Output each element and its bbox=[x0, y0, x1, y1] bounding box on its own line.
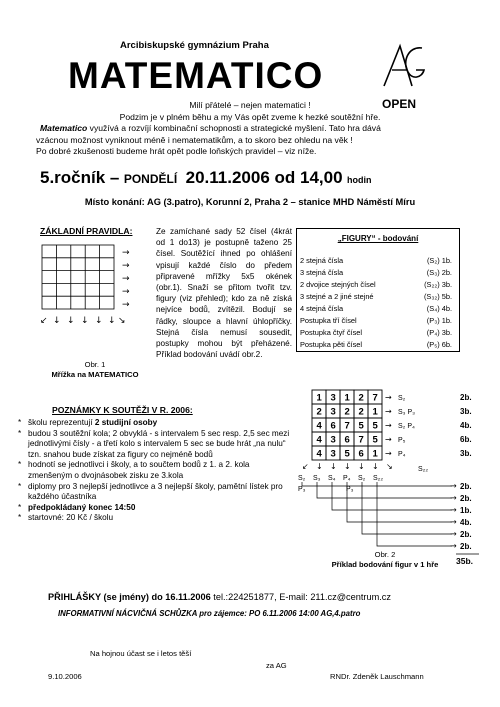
intro-line: Po dobré zkušenosti budeme hrát opět podle loňských pravidel – viz níže. bbox=[36, 146, 317, 157]
svg-text:→: → bbox=[122, 300, 130, 310]
column-label: S₄ bbox=[328, 475, 336, 482]
intro-line: Podzim je v plném běhu a my Vás opět zveme k hezké soutěžní hře. bbox=[119, 111, 381, 122]
column-arrow: ↓ bbox=[316, 462, 323, 471]
grid-number: 1 bbox=[372, 448, 378, 460]
svg-text:↓: ↓ bbox=[108, 316, 116, 326]
list-item: * hodnotí se jednotlivci i školy, a to součtem bodů z 1. a 2. kola zmenšeným o dvojnásobek zisku ze 3.kola bbox=[18, 460, 250, 480]
grid-number: 5 bbox=[358, 420, 364, 432]
basic-rules-title: ZÁKLADNÍ PRAVIDLA: bbox=[40, 226, 133, 236]
column-points: 1b. bbox=[460, 506, 472, 515]
info-meeting: INFORMATIVNÍ NÁCVIČNÁ SCHŮZKA pro zájemce: PO 6.11.2006 14:00 AG,4.patro bbox=[58, 609, 361, 618]
svg-text:↓: ↓ bbox=[95, 316, 103, 326]
school-name: Arcibiskupské gymnázium Praha bbox=[120, 40, 269, 51]
grid-number: 5 bbox=[372, 420, 378, 432]
figure-row: 3 stejná čísla (S₃) 2b. bbox=[300, 268, 452, 277]
grid-diagram bbox=[40, 243, 152, 331]
grid-number: 7 bbox=[358, 434, 364, 446]
column-label: S₂ bbox=[298, 475, 306, 482]
grid-number: 6 bbox=[344, 434, 350, 446]
row-label: S₂ P₄ bbox=[398, 423, 415, 430]
grid-number: 3 bbox=[330, 448, 336, 460]
svg-text:→: → bbox=[122, 287, 130, 297]
figure-row: 2 dvojice stejných čísel (S₂₂) 3b. bbox=[300, 280, 452, 289]
figure-2-caption: Obr. 2 Příklad bodování figur v 1 hře bbox=[331, 550, 439, 569]
grid-number: 2 bbox=[358, 392, 364, 404]
leader-line bbox=[317, 482, 452, 498]
grid-number: 3 bbox=[330, 434, 336, 446]
leader-arrow: → bbox=[450, 529, 457, 539]
grid-number: 7 bbox=[344, 420, 350, 432]
leader-arrow: → bbox=[450, 481, 457, 491]
notes-title: POZNÁMKY K SOUTĚŽI V R. 2006: bbox=[52, 405, 193, 415]
leader-line bbox=[362, 482, 452, 534]
grid-number: 4 bbox=[316, 448, 322, 460]
svg-text:↙: ↙ bbox=[40, 316, 48, 326]
intro-greeting: Milí přátelé – nejen matematici ! bbox=[189, 100, 311, 110]
figure-row: 3 stejné a 2 jiné stejné (S₃₂) 5b. bbox=[300, 292, 452, 301]
figure-row: Postupka tří čísel (P₃) 1b. bbox=[300, 316, 452, 325]
registration-line: PŘIHLÁŠKY (se jmény) do 16.11.2006 tel.:224251877, E-mail: 211.cz@centrum.cz bbox=[48, 592, 391, 602]
grid-number: 6 bbox=[358, 448, 364, 460]
grid-number: 5 bbox=[344, 448, 350, 460]
column-points: 4b. bbox=[460, 518, 472, 527]
row-arrow: → bbox=[385, 421, 392, 430]
column-points: 2b. bbox=[460, 494, 472, 503]
footer-greeting: Na hojnou účast se i letos těší bbox=[90, 649, 192, 658]
svg-text:→: → bbox=[122, 274, 130, 284]
grid-number: 3 bbox=[330, 392, 336, 404]
row-label: S₃ P₃ bbox=[398, 409, 415, 416]
column-label: S₂ bbox=[358, 475, 366, 482]
svg-text:↓: ↓ bbox=[53, 316, 61, 326]
svg-text:→: → bbox=[122, 248, 130, 258]
row-label: P₄ bbox=[398, 451, 406, 458]
row-arrow: → bbox=[385, 435, 392, 444]
row-points: 6b. bbox=[460, 435, 472, 444]
column-arrow: ↓ bbox=[344, 462, 351, 471]
column-label: S₂₂ bbox=[373, 475, 384, 482]
list-item: * diplomy pro 3 nejlepší jednotlivce a 3 nejlepší školy, pamětní lístek pro každého účastníka bbox=[18, 481, 283, 502]
row-points: 4b. bbox=[460, 421, 472, 430]
list-item: * budou 3 soutěžní kola; 2 obvyklá - s intervalem 5 sec resp. 2,5 sec mezi jednotlivými čísly - a třetí kolo s intervalem 5 sec se bude hrát „na nulu“ tzn. snahou bude získat za figury co nejméně bodů bbox=[18, 428, 290, 459]
grid-number: 2 bbox=[344, 406, 350, 418]
column-points: 2b. bbox=[460, 542, 472, 551]
footer-signature: RNDr. Zdeněk Lauschmann bbox=[330, 672, 424, 681]
grid-number: 1 bbox=[372, 406, 378, 418]
row-points: 2b. bbox=[460, 393, 472, 402]
ag-logo bbox=[378, 40, 430, 92]
leader-line bbox=[347, 482, 452, 522]
grid-number: 2 bbox=[316, 406, 322, 418]
list-item: * školu reprezentují 2 studijní osoby bbox=[18, 418, 158, 427]
row-arrow: → bbox=[385, 449, 392, 458]
intro-line: Matematico využívá a rozvíjí kombinační schopnosti a strategické myšlení. Tato hra dává bbox=[40, 123, 381, 134]
figure-row: 4 stejná čísla (S₄) 4b. bbox=[300, 304, 452, 313]
leader-arrow: → bbox=[450, 541, 457, 551]
grid-number: 4 bbox=[316, 434, 322, 446]
grid-number: 1 bbox=[316, 392, 322, 404]
figure-row: 2 stejná čísla (S₂) 1b. bbox=[300, 256, 452, 265]
grid-number: 6 bbox=[330, 420, 336, 432]
diagonal-label: S₂₂ bbox=[418, 466, 429, 473]
svg-text:↓: ↓ bbox=[81, 316, 89, 326]
column-arrow: ↘ bbox=[386, 462, 393, 471]
leader-arrow: → bbox=[450, 517, 457, 527]
column-arrow: ↓ bbox=[358, 462, 365, 471]
grid-number: 7 bbox=[372, 392, 378, 404]
figure-row: Postupka pěti čísel (P₅) 6b. bbox=[300, 340, 452, 349]
row-label: S₂ bbox=[398, 395, 406, 402]
grid-number: 4 bbox=[316, 420, 322, 432]
column-label: P₃ bbox=[346, 486, 354, 493]
figures-title: „FIGURY“ - bodování bbox=[337, 234, 419, 243]
page-title: MATEMATICO bbox=[68, 55, 324, 96]
intro-line: vzácnou možnost vyniknout méně i nematematikům, a to skoro bez ohledu na věk ! bbox=[36, 134, 353, 145]
column-points: 2b. bbox=[460, 530, 472, 539]
figure-1-caption: Obr. 1 Mřížka na MATEMATICO bbox=[51, 360, 139, 379]
row-points: 3b. bbox=[460, 449, 472, 458]
event-place: Místo konání: AG (3.patro), Korunní 2, Praha 2 – stanice MHD Náměstí Míru bbox=[84, 197, 416, 207]
column-points: 2b. bbox=[460, 482, 472, 491]
svg-text:↘: ↘ bbox=[118, 316, 126, 326]
column-label: P₄ bbox=[343, 475, 351, 482]
total-points: 35b. bbox=[456, 556, 474, 566]
list-item: * startovné: 20 Kč / školu bbox=[18, 513, 114, 523]
footer-for: za AG bbox=[266, 661, 287, 670]
leader-arrow: → bbox=[450, 505, 457, 515]
basic-rules-text: Ze zamíchané sady 52 čísel (4krát od 1 do13) je postupně taženo 25 čísel. Soutěžící ihned po ohlášení vpisují každé číslo do předem připravené mřížky 5x5 okének (obr.1). Snaží se přitom tvořit tzv. figury (viz přehled); kdo za ně získá nejvíce bodů, zvítězil. Bodují se řádky, sloupce a hlavní úhlopříčky. Stejná čísla nemusí sousedit, postupky mohou být přeházené. Příklad bodování uvádí obr.2. bbox=[156, 227, 292, 360]
svg-text:→: → bbox=[122, 261, 130, 271]
list-item: * předpokládaný konec 14:50 bbox=[18, 502, 136, 512]
column-label: P₃ bbox=[298, 486, 306, 493]
intro-text bbox=[0, 100, 500, 158]
notes-list bbox=[18, 418, 290, 524]
grid-number: 5 bbox=[372, 434, 378, 446]
svg-text:↓: ↓ bbox=[67, 316, 75, 326]
grid-number: 2 bbox=[358, 406, 364, 418]
row-arrow: → bbox=[385, 393, 392, 402]
grid-number: 1 bbox=[344, 392, 350, 404]
column-arrow: ↙ bbox=[302, 462, 309, 471]
open-label: OPEN bbox=[382, 97, 417, 111]
row-points: 3b. bbox=[460, 407, 472, 416]
column-arrow: ↓ bbox=[330, 462, 337, 471]
figure-row: Postupka čtyř čísel (P₄) 3b. bbox=[300, 328, 452, 337]
grid-number: 3 bbox=[330, 406, 336, 418]
column-label: S₃ bbox=[313, 475, 321, 482]
row-label: P₅ bbox=[398, 437, 406, 444]
leader-arrow: → bbox=[450, 493, 457, 503]
row-arrow: → bbox=[385, 407, 392, 416]
event-date-line: 5.ročník – PONDĚLÍ 20.11.2006 od 14,00 hodin bbox=[40, 168, 372, 187]
leader-line bbox=[377, 482, 452, 546]
footer-date: 9.10.2006 bbox=[48, 672, 82, 681]
column-arrow: ↓ bbox=[372, 462, 379, 471]
